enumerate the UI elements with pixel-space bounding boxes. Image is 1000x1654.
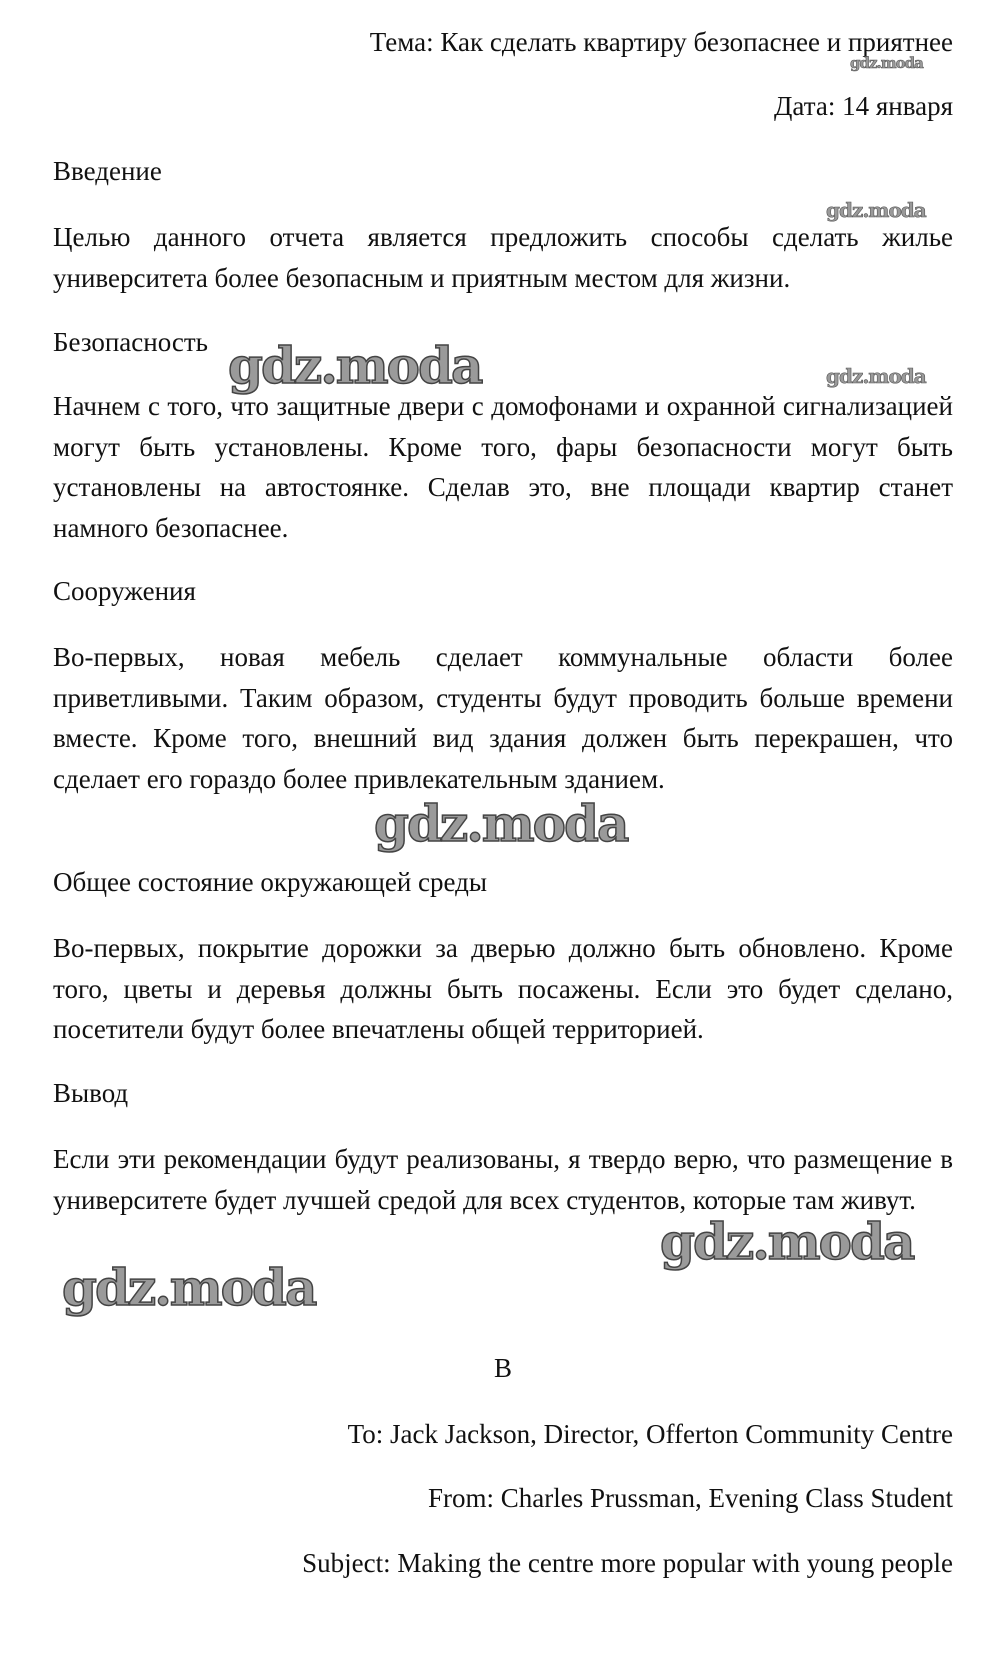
section-text-facilities: Во-первых, новая мебель сделает коммунальные области более приветливыми. Таким образом, студенты будут проводить больше времени вместе. Кроме того, внешний вид здания должен быть перекрашен, что сделает его гораздо более привлекательным зданием.: [53, 642, 953, 794]
section-text-intro: Целью данного отчета является предложить способы сделать жилье университета более безопасным и приятным местом для жизни.: [53, 222, 953, 293]
section-heading-facilities: Сооружения: [53, 576, 196, 606]
section-heading-conclusion: Вывод: [53, 1078, 129, 1108]
part-b-label: B: [493, 1353, 512, 1383]
report-date: Дата: 14 января: [774, 91, 953, 121]
watermark: gdz.moda: [228, 336, 482, 395]
section-heading-intro: Введение: [53, 156, 162, 186]
watermark: gdz.moda: [850, 54, 923, 72]
watermark: gdz.moda: [660, 1212, 914, 1271]
watermark: gdz.moda: [374, 794, 628, 853]
section-heading-environment: Общее состояние окружающей среды: [53, 867, 488, 897]
section-text-safety: Начнем с того, что защитные двери с домофонами и охранной сигнализацией могут быть установлены. Кроме того, фары безопасности могут быть установлены на автостоянке. Сделав это, вне площади квартир станет намного безопаснее.: [53, 391, 953, 543]
section-text-environment: Во-первых, покрытие дорожки за дверью должно быть обновлено. Кроме того, цветы и деревья должны быть посажены. Если это будет сделано, посетители будут более впечатлены общей территорией.: [53, 933, 953, 1044]
report-topic: Тема: Как сделать квартиру безопаснее и приятнее: [369, 27, 953, 57]
memo-from: From: Charles Prussman, Evening Class Student: [428, 1483, 953, 1513]
section-text-conclusion: Если эти рекомендации будут реализованы, я твердо верю, что размещение в университете будет лучшей средой для всех студентов, которые там живут.: [53, 1144, 953, 1215]
watermark: gdz.moda: [826, 198, 926, 222]
memo-subject: Subject: Making the centre more popular with young people: [302, 1548, 953, 1578]
section-heading-safety: Безопасность: [53, 327, 208, 357]
memo-to: To: Jack Jackson, Director, Offerton Community Centre: [347, 1419, 953, 1449]
watermark: gdz.moda: [826, 364, 926, 388]
watermark: gdz.moda: [62, 1258, 316, 1317]
